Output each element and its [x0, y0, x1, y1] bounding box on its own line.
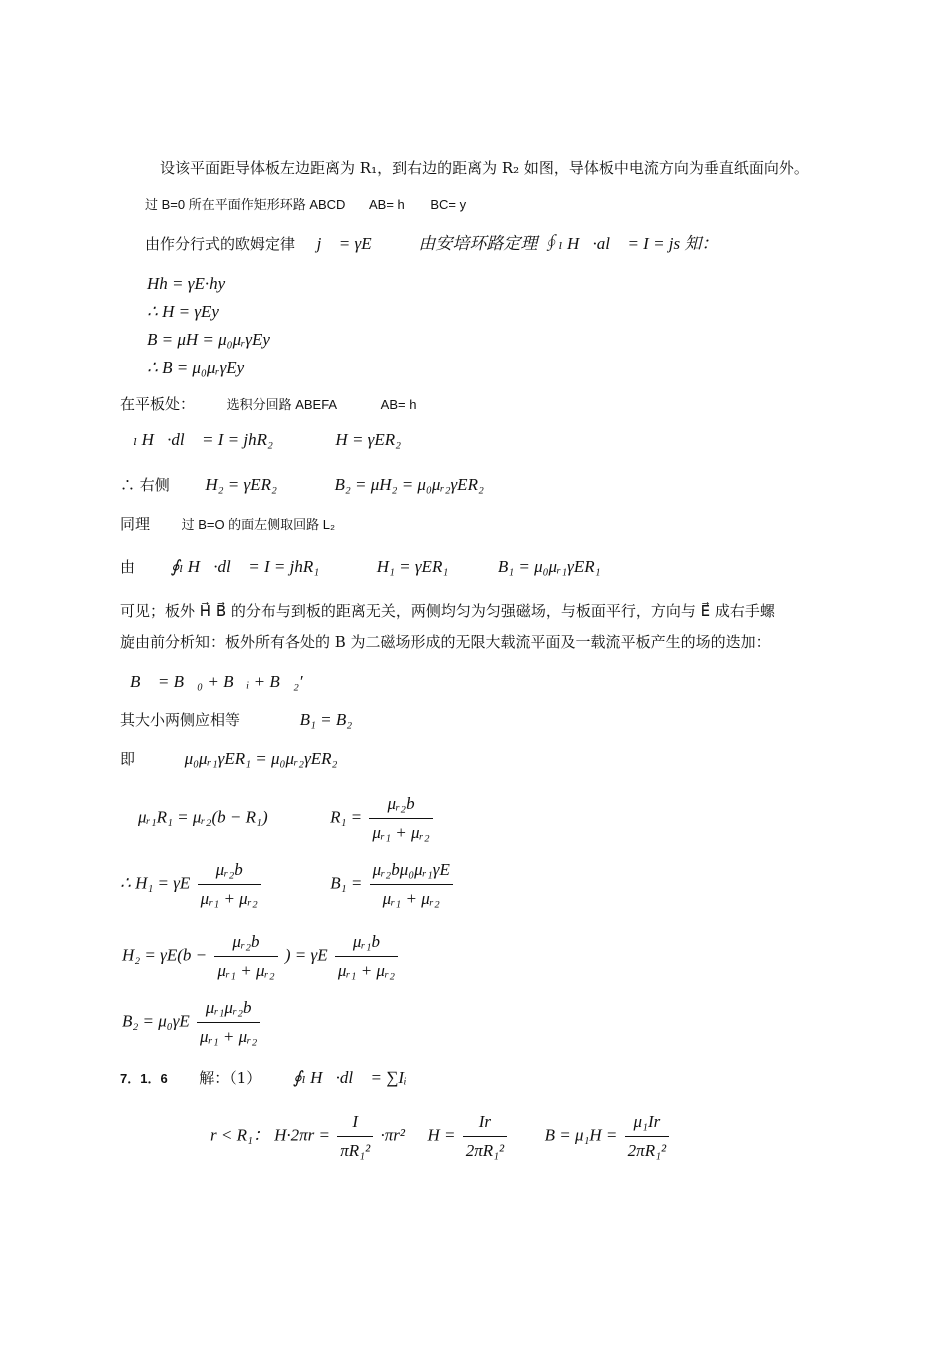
ampere-sum-formula: ∮ₗ H⃗·dl⃗ = ∑Iᵢ — [292, 1068, 407, 1087]
superposition-formula: B⃗ = B⃗₀ + B⃗ᵢ + B⃗₂′ — [130, 672, 303, 691]
intro-line: 设该平面距导体板左边距离为 R₁，到右边的距离为 R₂ 如图，导体板中电流方向为垂直纸面向外。 — [160, 159, 809, 177]
similarly-line — [120, 514, 335, 535]
h2-middle: ) = γE — [284, 945, 328, 965]
r1-lhs: R₁ = — [330, 807, 363, 827]
mu-r1-equation: μᵣ₁R₁ = μᵣ₂(b − R₁) — [138, 807, 268, 827]
b2-numerator: μᵣ₁μᵣ₂b — [197, 996, 260, 1023]
h2-formula: H₂ = γER₂ — [205, 475, 277, 494]
right-side-line — [120, 475, 484, 495]
h2-lhs: H₂ = γE(b − — [122, 945, 208, 965]
b2-formula: B₂ = μH₂ = μ₀μᵣ₂γER₂ — [334, 475, 484, 494]
from-label: 由 — [120, 558, 136, 576]
loop-text: 过 B=0 所在平面作矩形环路 ABCD — [145, 197, 346, 212]
b2-fraction — [197, 996, 260, 1049]
ohm-law-label: 由作分行式的欧姆定律 — [145, 235, 296, 253]
b1-fraction — [370, 858, 453, 911]
loop-abefa: 选积分回路 ABEFA — [226, 397, 338, 412]
integral-r2-line — [120, 430, 401, 450]
conclusion-line-2: 旋由前分析知：板外所有各处的 B 为二磁场形成的无限大载流平面及一载流平板产生的场的迭加： — [120, 633, 771, 651]
ab-h: AB= h — [380, 397, 417, 412]
b2-denominator: μᵣ₁ + μᵣ₂ — [200, 1027, 258, 1046]
h-numerator: Ir — [463, 1110, 507, 1137]
h2-fraction-2 — [335, 930, 398, 983]
similarly-label: 同理 — [120, 515, 151, 533]
b1-denominator: μᵣ₁ + μᵣ₂ — [382, 889, 440, 908]
h1-denominator: μᵣ₁ + μᵣ₂ — [200, 889, 258, 908]
b1-formula: B₁ = μ₀μᵣ₁γER₁ — [497, 557, 601, 576]
b1-equals-b2: B₁ = B₂ — [299, 710, 353, 729]
h1-fraction — [198, 858, 261, 911]
loop-abcd-line — [145, 194, 466, 215]
region-condition: r < R₁： — [210, 1125, 270, 1145]
h1-formula: H₁ = γER₁ — [376, 557, 449, 576]
plate-label: 在平板处： — [120, 395, 196, 413]
b2-lhs: B₂ = μ₀γE — [122, 1011, 190, 1031]
equal-magnitude-label: 其大小两侧应相等 — [120, 711, 241, 729]
plate-loop-line — [120, 394, 416, 415]
r1-equation-line — [138, 792, 436, 845]
loop-l2-text: 过 B=O 的面左侧取回路 L₂ — [181, 517, 336, 532]
h2-denominator-1: μᵣ₁ + μᵣ₂ — [217, 961, 275, 980]
h1-lhs: ∴ H₁ = γE — [120, 873, 191, 893]
integral-r2: ∮ₗ H⃗·dl⃗ = I = jhR₂ — [120, 430, 273, 449]
namely-label: 即 — [120, 750, 136, 768]
h1-b1-line — [120, 858, 456, 911]
ampere-law-formula: 由安培环路定理 ∮ₗ H⃗·al⃗ = I = js 知： — [418, 234, 719, 253]
problem-number: 7．1．6 — [120, 1071, 168, 1086]
b2-line — [122, 996, 263, 1049]
ohm-law-line — [145, 234, 718, 254]
current-denominator: πR₁² — [340, 1141, 371, 1160]
b1-numerator: μᵣ₂bμ₀μᵣ₁γE — [370, 858, 453, 885]
b-denominator: 2πR₁² — [627, 1141, 667, 1160]
h2-fraction-1 — [214, 930, 277, 983]
h-2pir-lhs: H·2πr = — [274, 1125, 331, 1145]
h2-line — [122, 930, 401, 983]
equation-hh: Hh = γE·hy — [147, 274, 226, 293]
h-denominator: 2πR₁² — [465, 1141, 505, 1160]
h1-numerator: μᵣ₂b — [198, 858, 261, 885]
conclusion-line-1: 可见；板外 H⃗ B⃗ 的分布与到板的距离无关，两侧均匀为匀强磁场，与板面平行，方向与 E⃗ 成右手螺 — [120, 602, 775, 620]
current-numerator: I — [337, 1110, 373, 1137]
h-lhs: H = — [427, 1125, 456, 1145]
h2-numerator-2: μᵣ₁b — [335, 930, 398, 957]
r1-denominator: μᵣ₁ + μᵣ₂ — [372, 823, 430, 842]
ohm-law-formula: j⃗ = γE⃗ — [316, 234, 385, 253]
integral-r1: ∮ₗ H⃗·dl⃗ = I = jhR₁ — [170, 557, 320, 576]
b-fraction — [625, 1110, 669, 1163]
h-r2: H = γER₂ — [335, 430, 402, 449]
b1-lhs: B₁ = — [330, 873, 363, 893]
right-side-label: ∴ 右侧 — [120, 476, 170, 494]
namely-formula: μ₀μᵣ₁γER₁ = μ₀μᵣ₂γER₂ — [184, 749, 338, 768]
equation-b-result: ∴ B = μ₀μᵣγEy — [147, 358, 245, 377]
namely-line — [120, 749, 337, 769]
inner-region-line — [210, 1110, 672, 1163]
pi-r-squared: ·πr² — [380, 1125, 405, 1145]
equation-b: B = μH = μ₀μᵣγEy — [147, 330, 270, 349]
bc-value: BC= y — [430, 197, 467, 212]
ab-value: AB= h — [369, 197, 405, 212]
h-fraction — [463, 1110, 507, 1163]
equal-magnitude-line — [120, 710, 352, 730]
h2-numerator-1: μᵣ₂b — [214, 930, 277, 957]
equation-h: ∴ H = γEy — [147, 302, 219, 321]
b-lhs: B = μ₁H = — [544, 1125, 618, 1145]
current-fraction — [337, 1110, 373, 1163]
r1-numerator: μᵣ₂b — [369, 792, 432, 819]
problem-7-1-6-line — [120, 1068, 407, 1089]
b-numerator: μ₁Ir — [625, 1110, 669, 1137]
integral-r1-line — [120, 557, 601, 577]
r1-fraction — [369, 792, 432, 845]
solution-label: 解：（1） — [199, 1069, 262, 1087]
h2-denominator-2: μᵣ₁ + μᵣ₂ — [337, 961, 396, 980]
